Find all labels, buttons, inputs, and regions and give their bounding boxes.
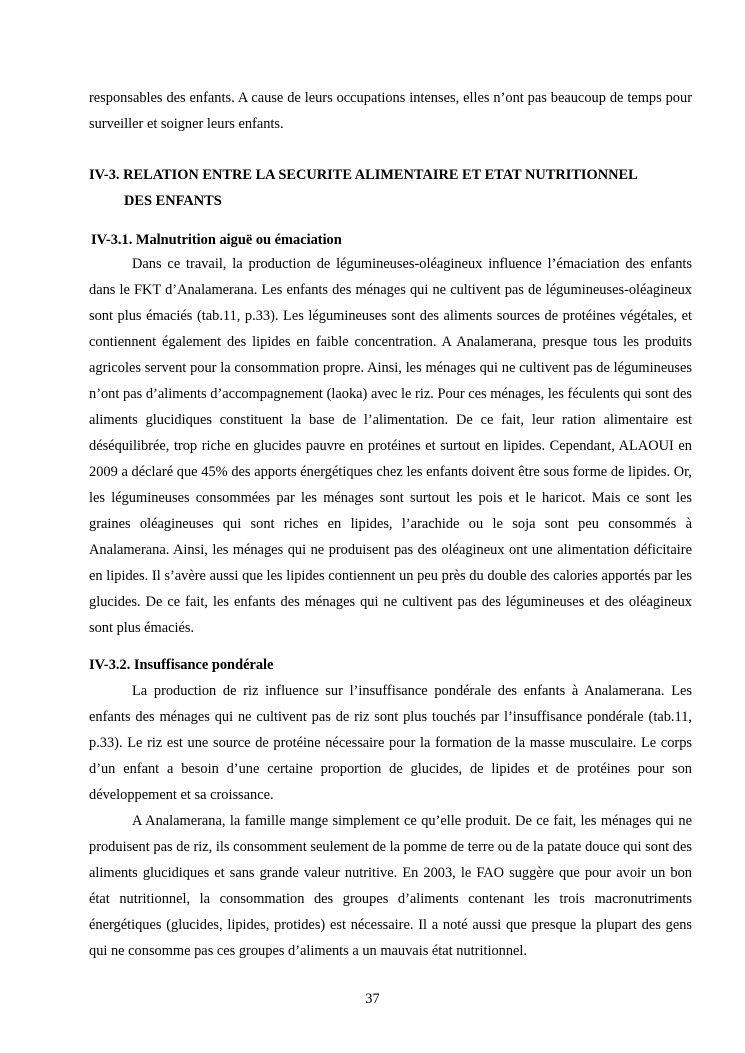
section-heading-line1: IV-3. RELATION ENTRE LA SECURITE ALIMENTAIRE ET ETAT NUTRITIONNEL (89, 167, 638, 183)
underweight-paragraph-1: La production de riz influence sur l’insuffisance pondérale des enfants à Analamerana. Les enfants des ménages qui ne cultivent pas de riz sont plus touchés par l’insuffisance pondérale (tab.11, p.33). Le riz est une source de protéine nécessaire pour la formation de la masse musculaire. Le corps d’un enfant a besoin d’une certaine proportion de glucides, de lipides et de protéines pour son développement et sa croissance. (89, 683, 692, 803)
section-heading (89, 162, 699, 214)
subsection-underweight-body (89, 678, 692, 964)
subsection-title-emaciation: IV-3.1. Malnutrition aiguë ou émaciation (91, 232, 342, 248)
underweight-paragraph-2: A Analamerana, la famille mange simplement ce qu’elle produit. De ce fait, les ménages qui ne produisent pas de riz, ils consomment seulement de la pomme de terre ou de la patate douce qui sont des aliments glucidiques et sans grande valeur nutritive. En 2003, le FAO suggère que pour avoir un bon état nutritionnel, la consommation des groupes d’aliments contenant les trois macronutriments énergétiques (glucides, lipides, protides) est nécessaire. Il a noté aussi que presque la plupart des gens qui ne consomme pas ces groupes d’aliments a un mauvais état nutritionnel. (89, 813, 692, 959)
subsection-title-underweight: IV-3.2. Insuffisance pondérale (89, 657, 274, 673)
continuation-text (89, 85, 692, 137)
subsection-emaciation-body (89, 251, 692, 641)
section-heading-line2: DES ENFANTS (124, 193, 222, 209)
page-number: 37 (365, 991, 380, 1007)
emaciation-paragraph: Dans ce travail, la production de légumineuses-oléagineux influence l’émaciation des enfants dans le FKT d’Analamerana. Les enfants des ménages qui ne cultivent pas de légumineuses-oléagineux sont plus émaciés (tab.11, p.33). Les légumineuses sont des aliments sources de protéines végétales, et contiennent également des lipides en faible concentration. A Analamerana, presque tous les produits agricoles servent pour la consommation propre. Ainsi, les ménages qui ne cultivent pas de légumineuses n’ont pas d’aliments d’accompagnement (laoka) avec le riz. Pour ces ménages, les féculents qui sont des aliments glucidiques constituent la base de l’alimentation. De ce fait, leur ration alimentaire est déséquilibrée, trop riche en glucides pauvre en protéines et surtout en lipides. Cependant, ALAOUI en 2009 a déclaré que 45% des apports énergétiques chez les enfants doivent être sous forme de lipides. Or, les légumineuses consommées par les ménages sont surtout les pois et le haricot. Mais ce sont les graines oléagineuses qui sont riches en lipides, l’arachide ou le soja sont peu consommés à Analamerana. Ainsi, les ménages qui ne produisent pas des oléagineux ont une alimentation déficitaire en lipides. Il s’avère aussi que les lipides contiennent un peu près du double des calories apportés par les glucides. De ce fait, les enfants des ménages qui ne cultivent pas des légumineuses et des oléagineux sont plus émaciés. (89, 256, 692, 636)
continuation-paragraph: responsables des enfants. A cause de leurs occupations intenses, elles n’ont pas beaucoup de temps pour surveiller et soigner leurs enfants. (89, 90, 692, 132)
